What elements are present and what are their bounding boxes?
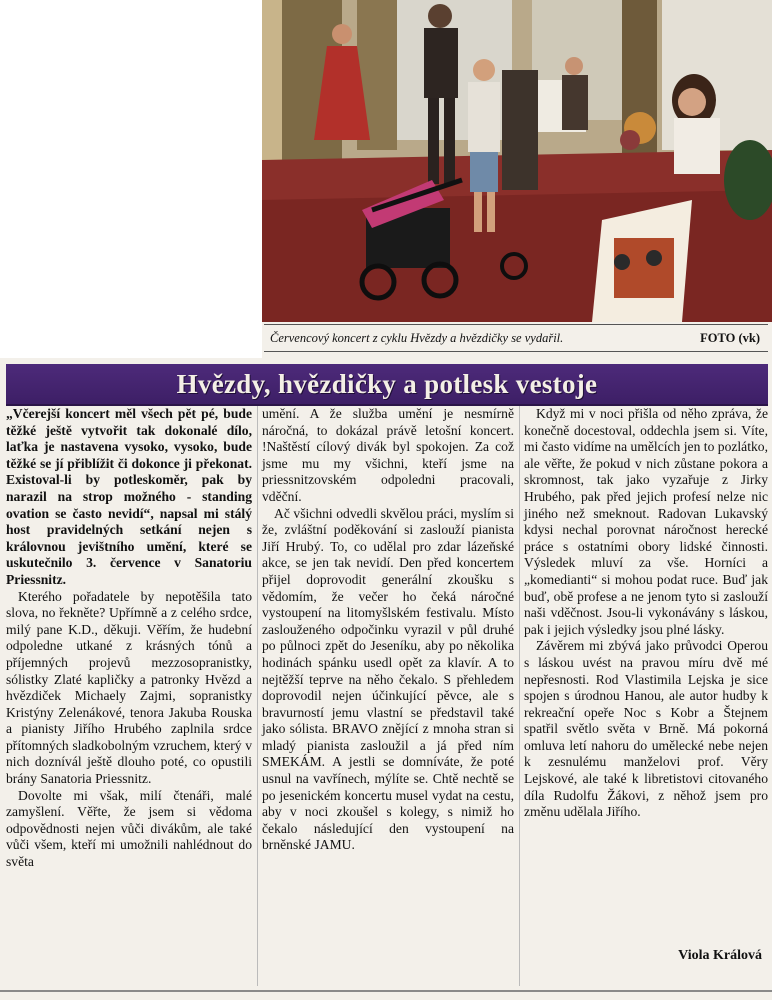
bottom-rule: [0, 990, 772, 992]
photo-caption: [264, 324, 768, 352]
blank-area: [0, 0, 262, 358]
article-headline: Hvězdy, hvězdičky a potlesk vestoje: [176, 369, 598, 399]
article-column-3: [524, 406, 768, 821]
column-divider: [519, 406, 520, 986]
article-paragraph: Kterého pořadatele by nepotěšila tato slova, no řekněte? Upřímně a z celého srdce, milý pane K.D., děkuji. Věřím, že hudební odpoledne utkané z krásných tónů a příjemných projevů mezzosopranistky, sólistky Zlaté kapličky a patronky Hvězd a hvězdiček Michaely Zajmi, sopranistky Kristýny Zelenákové, tenora Jakuba Rouska a pianisty Jiřího Hrubého zaplnila srdce přítomných sladkobolným vzruchem, který v nich doznívál ještě dlouho poté, co opustili brány Sanatoria Priessnitz.: [6, 588, 252, 787]
article-paragraph: Dovolte mi však, milí čtenáři, malé zamyšlení. Věřte, že jsem si vědoma odpovědnosti nejen vůči divákům, ale také vůči všem, kteří mi umožnili nahlédnout do světa: [6, 787, 252, 870]
article-paragraph: Závěrem mi zbývá jako průvodci Operou s láskou uvést na pravou míru dvě mé nepřesnosti. Rod Vlastimila Lejska je sice spojen s úrodnou Hanou, ale autor hudby k rekreační opeře Noc s Kobr a Štejnem spatřil světlo světa v Brně. Má pokorná omluva letí nahoru do umělecké nebe nejen k zesnulému manželovi prof. Věry Lejskové, ale také k libretistovi citovaného díla Rudolfu Žákovi, z něhož jsem pro změnu udělala Jiřího.: [524, 638, 768, 820]
headline-banner: [6, 364, 768, 406]
photo-caption-text: Červencový koncert z cyklu Hvězdy a hvězdičky se vydařil.: [270, 331, 564, 345]
author-signature: Viola Králová: [678, 948, 762, 963]
column-divider: [257, 406, 258, 986]
lead-paragraph: „Včerejší koncert měl všech pět pé, bude těžké ještě vytvořit tak dokonalé dílo, laťka je nastavena vysoko, vysoko, bude těžké se jí přiblížit či dokonce ji překonat. Existoval-li by potleskoměr, pak by narazil na strop možného - standing ovation se často nevidí“, napsal mi stálý host pravidelných setkání nejen s královnou jevištního umění, které se uskutečnilo 3. července v Sanatoriu Priessnitz.: [6, 406, 252, 587]
article-column-1: [6, 406, 252, 871]
article-paragraph: Když mi v noci přišla od něho zpráva, že konečně docestoval, oddechla jsem si. Víte, mi často vidíme na umělcích jen to pozlátko, ale věřte, že pokud v nich zůstane pokora a skromnost, tak jako vyzařuje z Jirky Hrubého, pak před jejich profesí nelze nic jiného než smeknout. Radovan Lukavský kdysi nechal porovnat náročnost herecké práce s ostatními obory lidské činnosti. Výsledek mluví za vše. Horníci a „komedianti“ si mohou podat ruce. Buď jak buď, obě profese a ne jenom tyto si zaslouží naši vděčnost. Jsou-li vykonávány s láskou, pak i jejich výsledky jsou plné lásky.: [524, 406, 768, 637]
concert-photo-illustration: [262, 0, 772, 322]
photo-credit: FOTO (vk): [700, 331, 760, 345]
article-paragraph: Ač všichni odvedli skvělou práci, myslím si že, zvláštní poděkování si zaslouží pianista Jiří Hrubý. To, co udělal pro zdar lázeňské akce, se jen tak nevidí. Den před koncertem přijel doprovodit generální zkoušku s vědomím, že večer ho čeká náročné vystoupení na litomyšlském festivalu. Místo zaslouženého odpočinku vyrazil v půl druhé po půlnoci zpět do Jeseníku, aby po několika hodinách spánku usedl opět za klavír. A to nejtěžší teprve na něho čekalo. S přehledem doprovodil nejen účinkující pěvce, ale s bravurností jemu vlastní se představil také jako sólista. BRAVO znějící z mnoha stran si mladý pianista zasloužil a já před ním SMEKÁM. A jestli se domníváte, že poté usnul na vavřínech, mýlíte se. Chtě nechtě se po jesenickém koncertu musel vydat na cestu, aby v noci zkoušel s kolegy, s nimiž ho čekalo následující den vystoupení na brněnské JAMU.: [262, 505, 514, 853]
concert-photo: [262, 0, 772, 322]
article-paragraph: umění. A že služba umění je nesmírně náročná, to dokázal právě letošní koncert. !Naštěstí cílový divák byl spokojen. Za což jsme mu my všichni, kteří jsme na priessnitzovském odpoledni pracovali, vděční.: [262, 406, 514, 504]
article-column-2: [262, 406, 514, 854]
